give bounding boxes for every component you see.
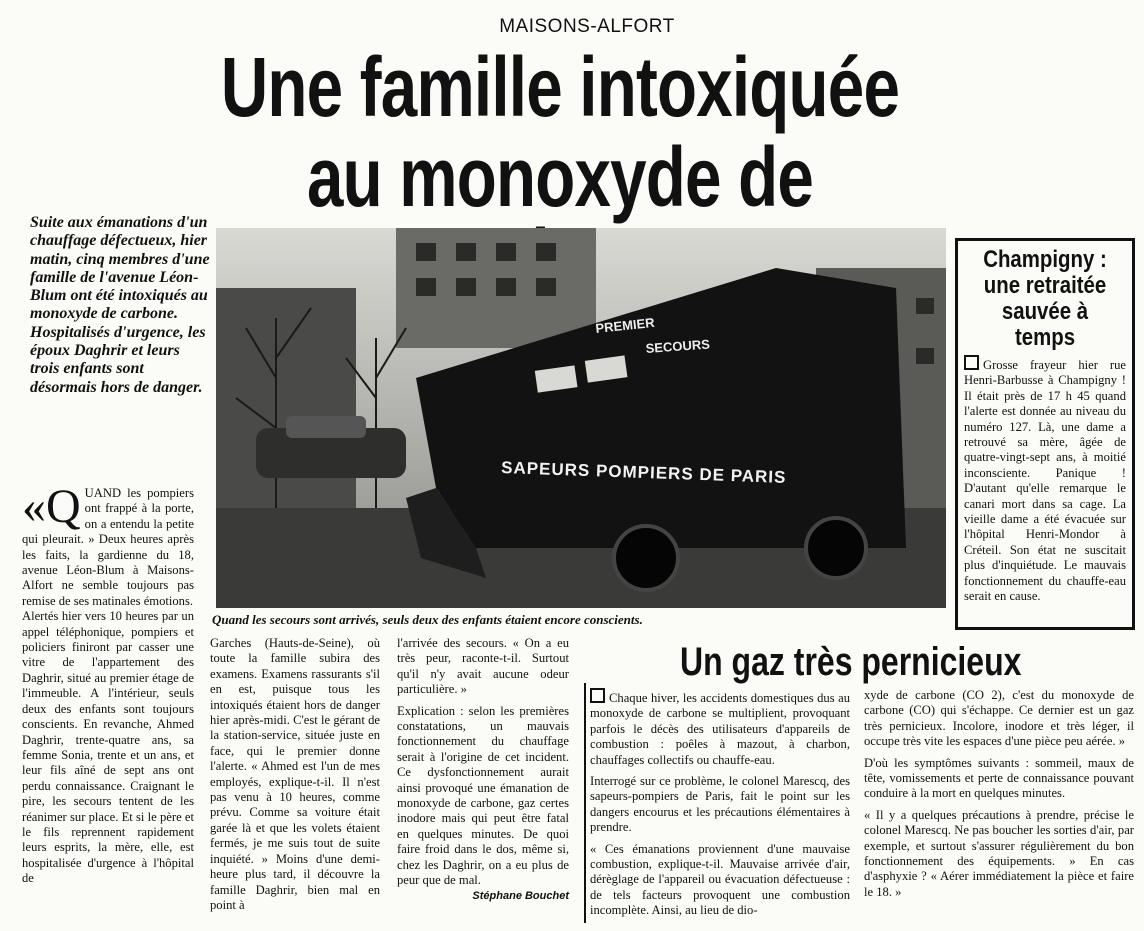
- lead-paragraph: Suite aux émanations d'un chauffage défectueux, hier matin, cinq membres d'une famille de l'avenue Léon-Blum ont été intoxiqués au monoxyde de carbone. Hospitalisés d'urgence, les époux Daghrir et leurs trois enfants sont désormais hors de danger.: [30, 214, 210, 396]
- gaz-paragraph-b2: D'où les symptômes suivants : sommeil, maux de tête, vomissements et perte de connaissance pouvant conduire à la mort en quelques minutes.: [864, 755, 1134, 801]
- opening-paragraph: [22, 480, 194, 609]
- truck-text-premier: PREMIER: [594, 314, 656, 336]
- gaz-paragraph-b3: « Il y a quelques précautions à prendre, précise le colonel Marescq. Ne pas boucher les sorties d'air, par exemple, et surtout s'assurer régulièrement du bon fonctionnement des équipements. » En cas d'asphyxie ? « Aérer immédiatement la pièce et faire le 18. »: [864, 807, 1134, 899]
- opening-text: UAND les pompiers ont frappé à la porte, on a entendu la petite qui pleurait. » Deux heures après les faits, la gardienne du 18, avenue Léon-Blum à Maisons-Alfort ne semble toujours pas remise de ses matinales émotions.: [22, 486, 194, 608]
- headline-line-1: Une famille intoxiquée: [220, 40, 900, 134]
- gaz-paragraph-b1: xyde de carbone (CO 2), c'est du monoxyde de carbone (CO) qui s'échappe. Ce dernier est un gaz très pernicieux. Incolore, inodore et très léger, il occupe très vite les espaces d'une pièce peu aérée. »: [864, 688, 1134, 749]
- gaz-column-a: [590, 688, 850, 919]
- drop-cap: «Q: [22, 480, 81, 533]
- news-photo: [216, 228, 946, 608]
- gaz-paragraph-a3: « Ces émanations proviennent d'une mauvaise combustion, explique-t-il. Mauvaise arrivée d'air, dérèglage de l'appareil ou évacuation défectueuse : de tels facteurs provoquent une combustion incomplète. Ainsi, au lieu de dio-: [590, 841, 850, 918]
- gaz-paragraph-a1: [590, 688, 850, 768]
- truck-text-secours: SECOURS: [645, 336, 711, 356]
- sub-headline: Un gaz très pernicieux: [680, 640, 1022, 684]
- sidebar-body: [958, 355, 1132, 605]
- truck-banner-text: SAPEURS POMPIERS DE PARIS: [500, 458, 787, 487]
- column-3-paragraph-2: Explication : selon les premières constatations, un mauvais fonctionnement du chauffage serait à l'origine de cet incident. Ce dysfonctionnement aurait ainsi provoqué une émanation de monoxyde de carbone, gaz certes inodore mais qui peut être fatal en quelques minutes. De quoi faire froid dans le dos, même si, chez les Daghrir, on a eu plus de peur que de mal.: [397, 703, 569, 888]
- article-column-2: Garches (Hauts-de-Seine), où toute la famille subira des examens. Examens rassurants s'il en est, puisque tous les intoxiqués étaient hors de danger hier après-midi. C'est le gérant de la station-service, située juste en face, qui le premier donne l'alerte. « Ahmed est l'un de mes employés, explique-t-il. Il n'est pas venu à 10 heures, comme prévu. Comme sa voiture était garée là et que les volets étaient fermés, je me suis tout de suite inquiété. » Moins d'une demi-heure plus tard, il découvre la famille Daghrir, bien mal en point à: [210, 636, 380, 912]
- photo-caption: Quand les secours sont arrivés, seuls deux des enfants étaient encore conscients.: [212, 612, 643, 627]
- square-bullet-icon: [590, 688, 605, 703]
- square-bullet-icon: [964, 355, 979, 370]
- column-divider: [584, 683, 586, 923]
- sidebar-text: Grosse frayeur hier rue Henri-Barbusse à Champigny ! Il était près de 17 h 45 quand l'alerte est donnée au niveau du numéro 127. Là, une dame a retrouvé sa mère, âgée de quatre-vingt-sept ans, à moitié inconsciente. Panique ! D'autant qu'elle remarque le canari mort dans sa cage. La vieille dame a été évacuée sur l'hôpital Henri-Mondor à Créteil. Son état ne suscitait plus d'inquiétude. Le mauvais fonctionnement du chauffe-eau serait en cause.: [964, 358, 1126, 604]
- author-signature: Stéphane Bouchet: [472, 889, 569, 902]
- gaz-paragraph-a2: Interrogé sur ce problème, le colonel Marescq, des sapeurs-pompiers de Paris, fait le point sur les dangers encourus et les précautions élémentaires à prendre.: [590, 774, 850, 835]
- sidebar-title: Champigny : une retraitée sauvée à temps: [983, 246, 1107, 351]
- column-1-paragraph: Alertés hier vers 10 heures par un appel téléphonique, pompiers et policiers finiront par casser une vitre de l'appartement des Daghrir, situé au premier étage de l'immeuble. A l'intérieur, seuls deux des enfants sont toujours conscients. En revanche, Ahmed Daghrir, trente-quatre ans, sa femme Sonia, trente et un ans, et leur fils aîné de sept ans ont perdu connaissance. Craignant le pire, les secours tentent de les réanimer sur place. Et si le père et le fils reprennent rapidement leurs esprits, la mère, elle, est hospitalisée d'urgence à l'hôpital de: [22, 609, 194, 886]
- sidebar-box: [955, 238, 1135, 630]
- section-kicker: MAISONS-ALFORT: [499, 16, 675, 37]
- fire-truck-illustration: [216, 228, 946, 608]
- article-column-1: [22, 480, 194, 887]
- article-column-3: [397, 636, 569, 904]
- column-3-paragraph-1: l'arrivée des secours. « On a eu très peur, raconte-t-il. Surtout qu'il n'y avait aucune odeur particulière. »: [397, 636, 569, 697]
- gaz-text-a1: Chaque hiver, les accidents domestiques dus au monoxyde de carbone se multiplient, provoquant parfois le décès des utilisateurs d'appareils de combustion : poêles à mazout, à charbon, chauffages collectifs ou chauffe-eau.: [590, 691, 850, 767]
- headline-line-2: au monoxyde de: [306, 130, 814, 224]
- gaz-column-b: [864, 688, 1134, 900]
